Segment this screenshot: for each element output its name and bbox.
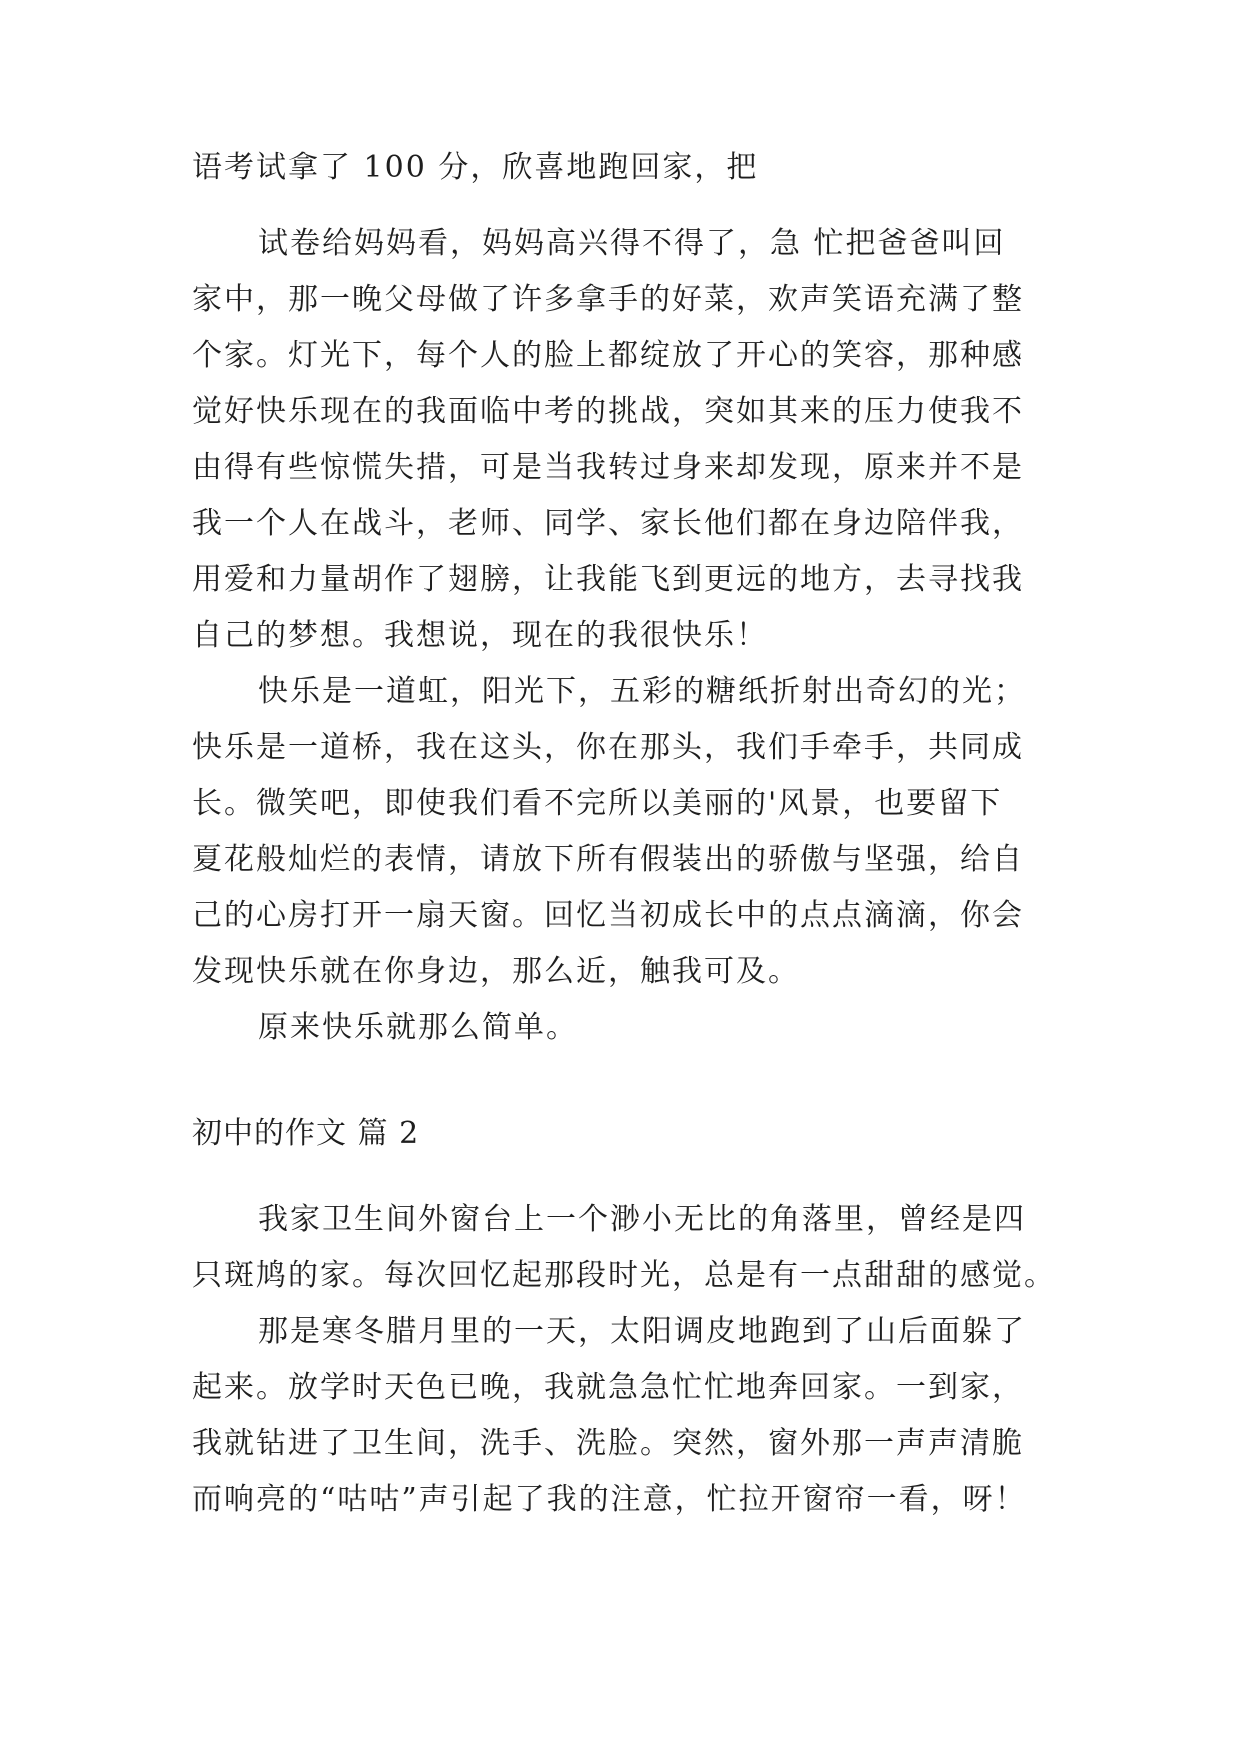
paragraph-line: 快乐是一道虹，阳光下，五彩的糖纸折射出奇幻的光； — [258, 674, 1026, 709]
text-line: 用爱和力量胡作了翅膀，让我能飞到更远的地方，去寻找我 — [192, 562, 1024, 597]
text-line: 觉好快乐现在的我面临中考的挑战，突如其来的压力使我不 — [192, 394, 1024, 429]
text-line: 起来。放学时天色已晚，我就急急忙忙地奔回家。一到家， — [192, 1370, 1024, 1405]
text-line: 快乐是一道桥，我在这头，你在那头，我们手牵手，共同成 — [192, 730, 1024, 765]
text-line: 自己的梦想。我想说，现在的我很快乐！ — [192, 618, 768, 653]
text-line: 而响亮的“咕咕”声引起了我的注意，忙拉开窗帘一看，呀！ — [192, 1482, 1027, 1517]
paragraph-line: 原来快乐就那么简单。 — [258, 1010, 578, 1045]
paragraph-line: 那是寒冬腊月里的一天，太阳调皮地跑到了山后面躲了 — [258, 1314, 1026, 1349]
paragraph-line: 试卷给妈妈看，妈妈高兴得不得了，急 忙把爸爸叫回 — [258, 226, 1006, 261]
text-line: 己的心房打开一扇天窗。回忆当初成长中的点点滴滴，你会 — [192, 898, 1024, 933]
text-line: 家中，那一晚父母做了许多拿手的好菜，欢声笑语充满了整 — [192, 282, 1024, 317]
text-line: 发现快乐就在你身边，那么近，触我可及。 — [192, 954, 800, 989]
text-line: 我就钻进了卫生间，洗手、洗脸。突然，窗外那一声声清脆 — [192, 1426, 1024, 1461]
text-line: 个家。灯光下，每个人的脸上都绽放了开心的笑容，那种感 — [192, 338, 1024, 373]
section-heading: 初中的作文 篇 2 — [192, 1116, 420, 1151]
text-line: 夏花般灿烂的表情，请放下所有假装出的骄傲与坚强，给自 — [192, 842, 1024, 877]
text-line: 只斑鸠的家。每次回忆起那段时光，总是有一点甜甜的感觉。 — [192, 1258, 1056, 1293]
text-line: 语考试拿了 100 分，欣喜地跑回家，把 — [192, 150, 759, 185]
text-line: 由得有些惊慌失措，可是当我转过身来却发现，原来并不是 — [192, 450, 1024, 485]
text-line: 我一个人在战斗，老师、同学、家长他们都在身边陪伴我， — [192, 506, 1024, 541]
paragraph-line: 我家卫生间外窗台上一个渺小无比的角落里，曾经是四 — [258, 1202, 1026, 1237]
text-line: 长。微笑吧，即使我们看不完所以美丽的'风景，也要留下 — [192, 786, 1003, 821]
